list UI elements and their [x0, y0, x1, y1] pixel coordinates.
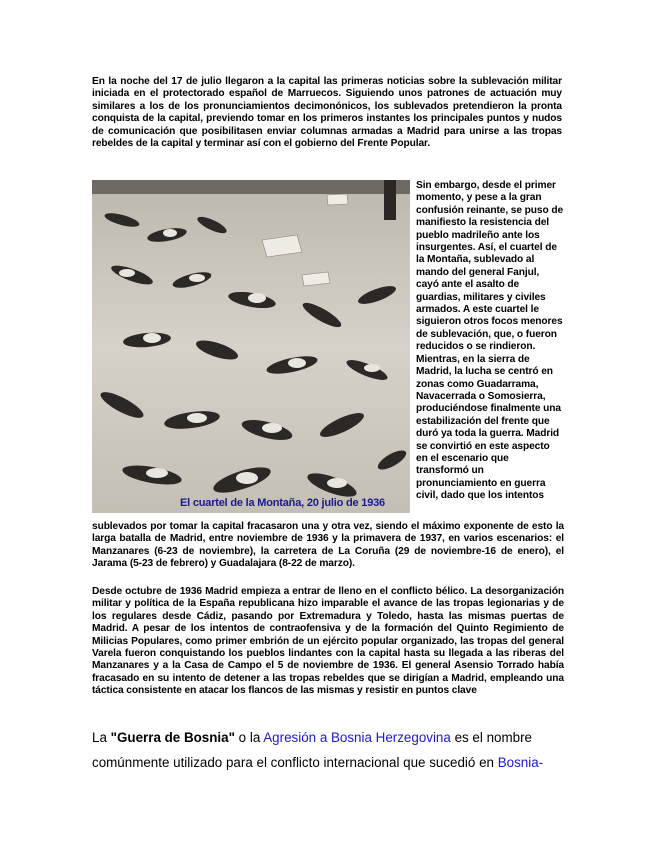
bosnia-paragraph	[92, 725, 562, 775]
agresion-link[interactable]: Agresión a Bosnia Herzegovina	[263, 730, 451, 745]
bosnia-text-3: es el nombre comúnmente utilizado para el conflicto internacional que sucedió en	[92, 730, 532, 770]
side-paragraph: Sin embargo, desde el primer momento, y pese a la gran confusión reinante, se puso de manifiesto la resistencia del pueblo madrileño ante los insurgentes. Así, el cuartel de la Montaña, sublevado al mando del general Fanjul, cayó ante el asalto de guardias, militares y civiles armados. A este cuartel le siguieron otros focos menores de sublevación, que, o fueron reducidos o se rindieron. Mientras, en la sierra de Madrid, la lucha se centró en zonas como Guadarrama, Navacerrada o Somosierra, produciéndose finalmente una estabilización del frente que duró ya toda la guerra. Madrid se convirtió en este aspecto en el escenario que transformó un pronunciamiento en guerra civil, dado que los intentos	[416, 180, 564, 502]
october-paragraph: Desde octubre de 1936 Madrid empieza a entrar de lleno en el conflicto bélico. La desorganización militar y política de la España republicana hizo imparable el avance de las tropas legionarias y de los regulares desde Cádiz, pasando por Extremadura y Toledo, hasta las mismas puertas de Madrid. A pesar de los intentos de contraofensiva y de la formación del Quinto Regimiento de Milicias Populares, como primer embrión de un ejército popular organizado, las tropas del general Varela fueron conquistando los pueblos lindantes con la capital hasta su llegada a las riberas del Manzanares y a la Casa de Campo el 5 de noviembre de 1936. El general Asensio Torrado había fracasado en su intento de detener a las tropas rebeldes que se dirigían a Madrid, empleando una táctica consistente en atacar los flancos de las mismas y resistir en puntos clave	[92, 586, 564, 697]
continuation-paragraph: sublevados por tomar la capital fracasaron una y otra vez, siendo el máximo exponente de esto la larga batalla de Madrid, entre noviembre de 1936 y la primavera de 1937, en varios escenarios: el Manzanares (6-23 de noviembre), la carretera de La Coruña (29 de noviembre-16 de enero), el Jarama (5-23 de febrero) y Guadalajara (8-22 de marzo).	[92, 521, 564, 570]
bosnia-title: "Guerra de Bosnia"	[110, 730, 235, 745]
bosnia-link[interactable]: Bosnia-	[497, 755, 544, 770]
photo-caption: El cuartel de la Montaña, 20 julio de 1936	[180, 497, 385, 509]
bosnia-text-2: o la	[234, 730, 264, 745]
historical-photo	[92, 180, 410, 513]
bosnia-text-1: La	[92, 730, 111, 745]
intro-paragraph: En la noche del 17 de julio llegaron a la capital las primeras noticias sobre la sublevación militar iniciada en el protectorado español de Marruecos. Siguiendo unos patrones de actuación muy similares a los de los pronunciamientos decimonónicos, los sublevados pretendieron la pronta conquista de la capital, previendo tomar en los primeros instantes los principales puntos y nudos de comunicación que posibilitasen enviar columnas armadas a Madrid para unirse a las tropas rebeldes de la capital y terminar así con el gobierno del Frente Popular.	[92, 76, 562, 150]
